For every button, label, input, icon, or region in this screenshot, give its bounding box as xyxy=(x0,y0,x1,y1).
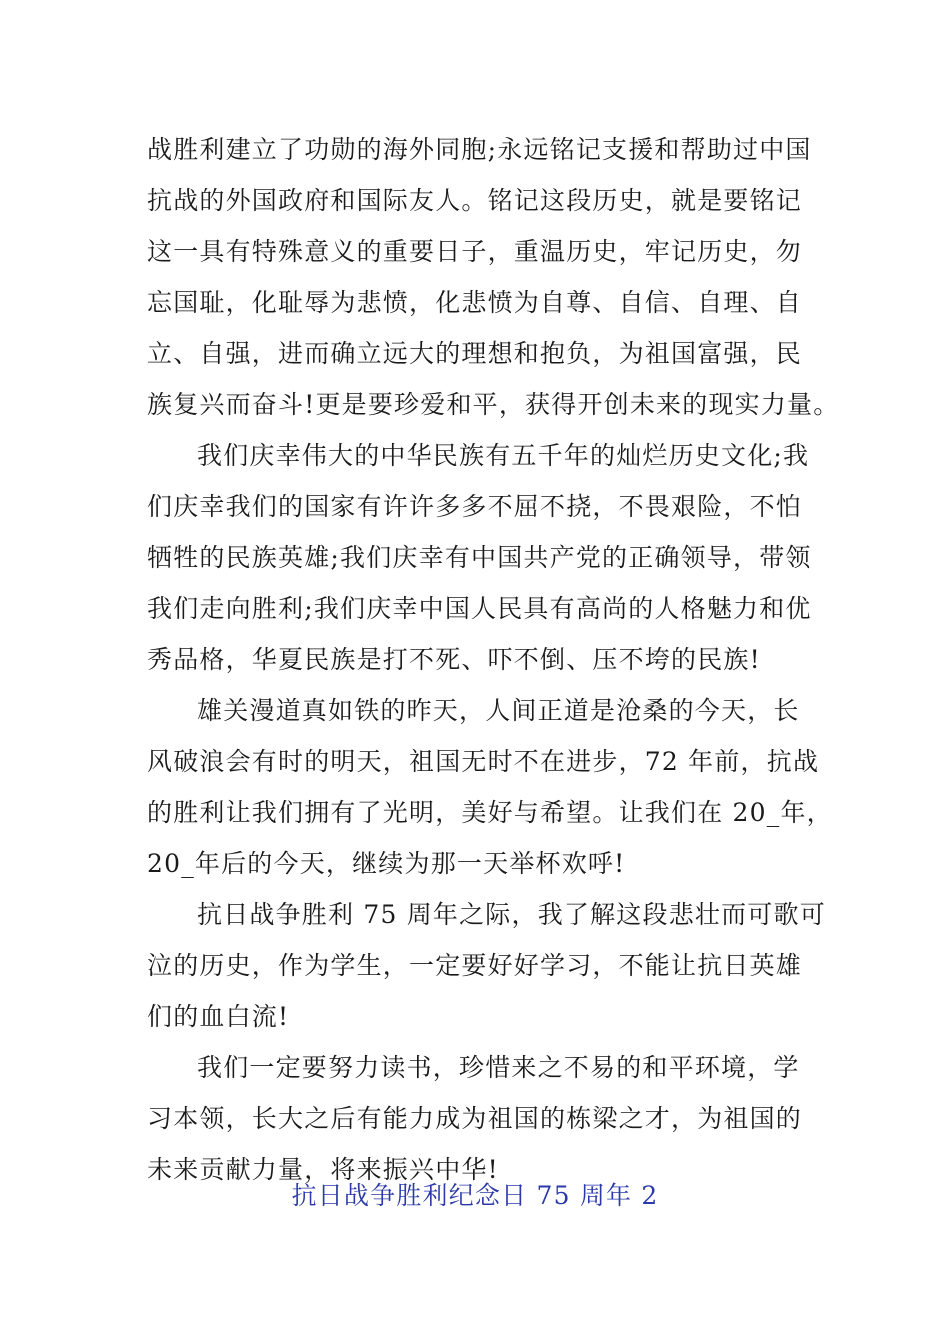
paragraph-line: 风破浪会有时的明天，祖国无时不在进步，72 年前，抗战 xyxy=(147,747,820,776)
paragraph-line: 抗战的外国政府和国际友人。铭记这段历史，就是要铭记 xyxy=(147,186,803,215)
paragraph-first-line: 抗日战争胜利 75 周年之际，我了解这段悲壮而可歌可 xyxy=(197,900,826,929)
paragraph-line: 族复兴而奋斗!更是要珍爱和平，获得开创未来的现实力量。 xyxy=(147,390,840,419)
paragraph-line: 泣的历史，作为学生，一定要好好学习，不能让抗日英雄 xyxy=(147,951,803,980)
section-title: 抗日战争胜利纪念日 75 周年 2 xyxy=(291,1181,659,1210)
paragraph-line: 战胜利建立了功勋的海外同胞;永远铭记支援和帮助过中国 xyxy=(147,135,812,164)
paragraph-line: 我们走向胜利;我们庆幸中国人民具有高尚的人格魅力和优 xyxy=(147,594,812,623)
paragraph-line: 未来贡献力量，将来振兴中华! xyxy=(147,1155,499,1184)
paragraph-line: 们的血白流! xyxy=(147,1002,290,1031)
paragraph-first-line: 我们庆幸伟大的中华民族有五千年的灿烂历史文化;我 xyxy=(197,441,810,470)
paragraph-line: 忘国耻，化耻辱为悲愤，化悲愤为自尊、自信、自理、自 xyxy=(147,288,803,317)
paragraph-first-line: 雄关漫道真如铁的昨天，人间正道是沧桑的今天，长 xyxy=(197,696,800,725)
paragraph-first-line: 我们一定要努力读书，珍惜来之不易的和平环境，学 xyxy=(197,1053,800,1082)
paragraph-line: 们庆幸我们的国家有许许多多不屈不挠，不畏艰险，不怕 xyxy=(147,492,803,521)
paragraph-line: 牺牲的民族英雄;我们庆幸有中国共产党的正确领导，带领 xyxy=(147,543,812,572)
paragraph-line: 这一具有特殊意义的重要日子，重温历史，牢记历史，勿 xyxy=(147,237,803,266)
paragraph-line: 的胜利让我们拥有了光明，美好与希望。让我们在 20_年， xyxy=(147,798,833,827)
paragraph-line: 习本领，长大之后有能力成为祖国的栋梁之才，为祖国的 xyxy=(147,1104,803,1133)
paragraph-line: 20_年后的今天，继续为那一天举杯欢呼! xyxy=(147,849,626,878)
paragraph-line: 立、自强，进而确立远大的理想和抱负，为祖国富强，民 xyxy=(147,339,803,368)
paragraph-line: 秀品格，华夏民族是打不死、吓不倒、压不垮的民族! xyxy=(147,645,761,674)
